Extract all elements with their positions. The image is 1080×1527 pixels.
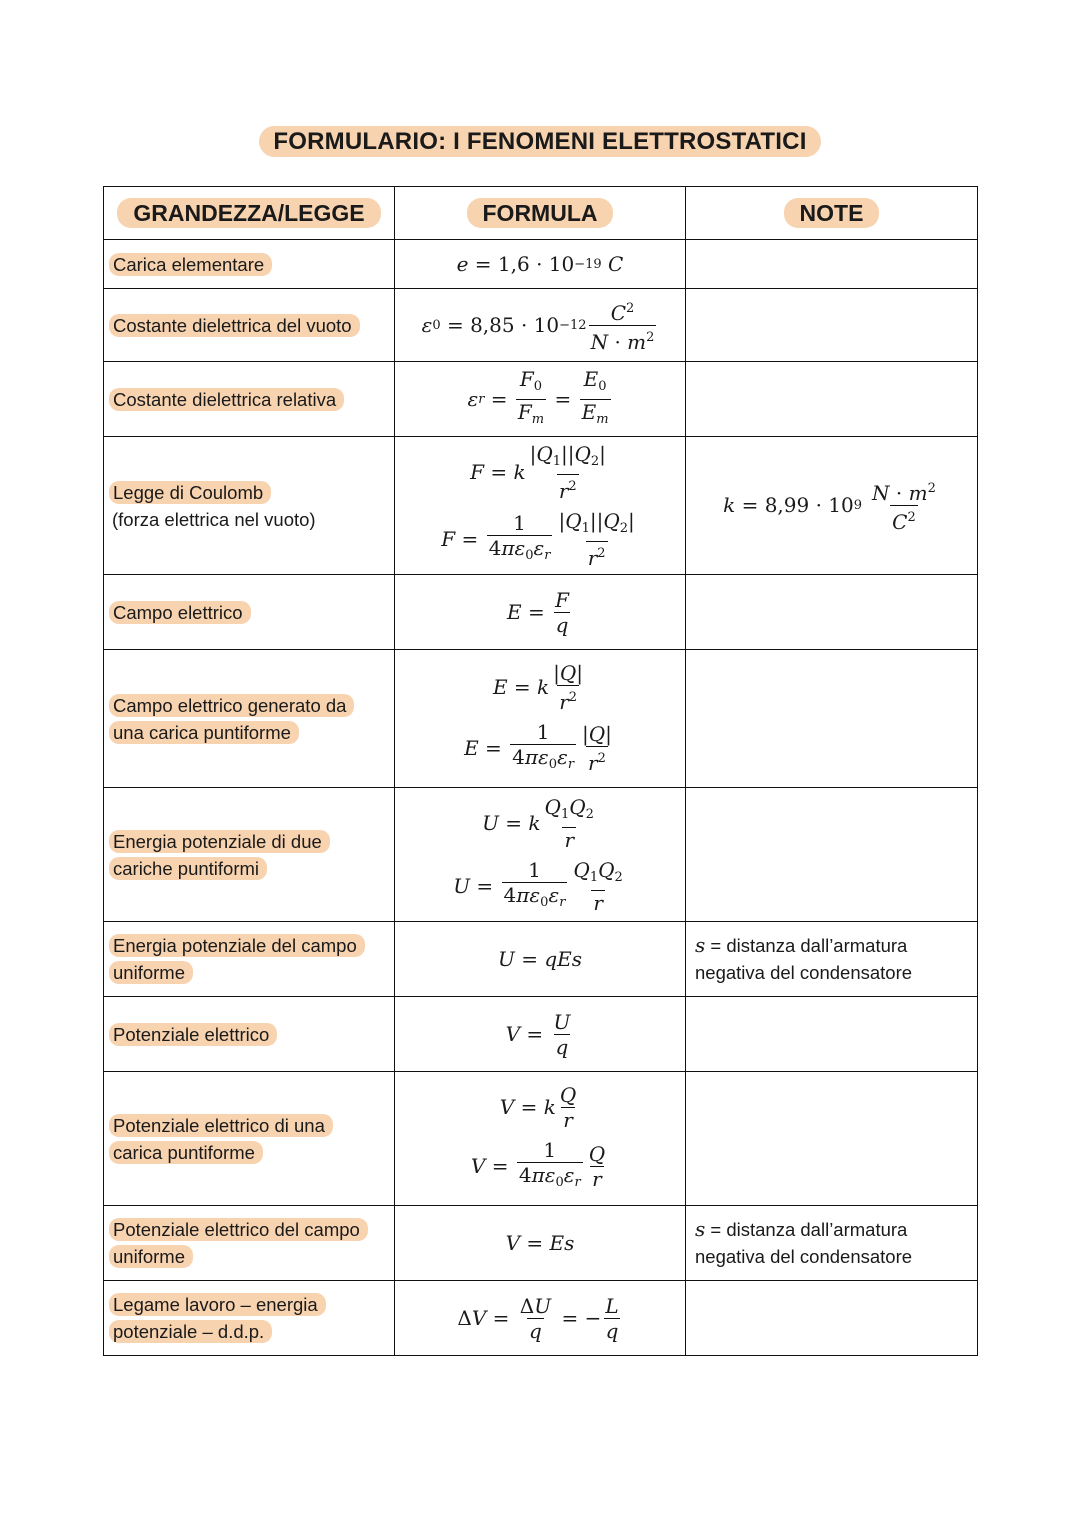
formula-cell	[395, 1072, 686, 1206]
table-row	[104, 1072, 978, 1206]
row-label	[104, 1072, 395, 1206]
formula-cell	[395, 362, 686, 437]
table-row	[104, 289, 978, 362]
row-label	[104, 437, 395, 575]
formula: E = k $\frac{|Q|}{r^2}$	[492, 660, 584, 714]
header-formula-label: FORMULA	[467, 198, 614, 228]
formula-cell	[395, 240, 686, 289]
row-label	[104, 240, 395, 289]
label-text-line2: uniforme	[109, 1245, 193, 1268]
row-label	[104, 289, 395, 362]
formula-cell	[395, 575, 686, 650]
label-text-line2: (forza elettrica nel vuoto)	[112, 508, 316, 530]
label-text: Legame lavoro – energia	[109, 1293, 326, 1316]
note-text: = distanza dall’armatura	[710, 935, 908, 956]
header-quantity	[104, 187, 395, 240]
header-formula	[395, 187, 686, 240]
note-cell	[686, 922, 978, 997]
label-text: Legge di Coulomb	[109, 481, 271, 504]
formula-cell	[395, 788, 686, 922]
note-text: = distanza dall’armatura	[710, 1219, 908, 1240]
formula: U = qEs	[497, 947, 582, 971]
formula: F = k $\frac{|Q_1||Q_2|}{r^2}$	[470, 441, 606, 503]
label-text: Potenziale elettrico di una	[109, 1114, 333, 1137]
table-row	[104, 997, 978, 1072]
row-label	[104, 922, 395, 997]
formula: ε r = $\frac{F_0}{F_m}$ = $\frac{E_0}{E_m}$	[467, 367, 612, 432]
note-cell	[686, 650, 978, 788]
note-symbol: s	[695, 1217, 706, 1241]
formula-cell	[395, 437, 686, 575]
note-cell	[686, 362, 978, 437]
note-text-line2: negativa del condensatore	[695, 962, 913, 983]
table-row	[104, 362, 978, 437]
formula: e = 1,6 · 10 −19 C	[456, 252, 624, 276]
note-cell	[686, 575, 978, 650]
label-text-line2: carica puntiforme	[109, 1141, 263, 1164]
formula: V = $\frac{1}{4\pi\varepsilon_0\varepsilon_r}$ $\frac{Q}{r}$	[471, 1138, 609, 1195]
formula: F = $\frac{1}{4\pi\varepsilon_0\varepsilon_r}$ $\frac{|Q_1||Q_2|}{r^2}$	[441, 508, 635, 570]
note-cell	[686, 1072, 978, 1206]
row-label	[104, 997, 395, 1072]
formula-cell	[395, 997, 686, 1072]
note-cell	[686, 289, 978, 362]
note-cell	[686, 997, 978, 1072]
note-cell	[686, 1281, 978, 1356]
row-label	[104, 362, 395, 437]
formula: Δ V = $\frac{\Delta U}{q}$ = − $\frac{L}{q}$	[457, 1293, 619, 1343]
note-cell	[686, 437, 978, 575]
note-formula: k = 8,99 · 10 9 $\frac{N \cdot m^2}{C^2}$	[723, 481, 936, 534]
formula: E = $\frac{1}{4\pi\varepsilon_0\varepsilon_r}$ $\frac{|Q|}{r^2}$	[464, 719, 612, 775]
row-label	[104, 1206, 395, 1281]
formula-table	[103, 186, 978, 1356]
row-label	[104, 650, 395, 788]
table-row	[104, 1281, 978, 1356]
table-row	[104, 788, 978, 922]
formula-cell	[395, 1206, 686, 1281]
label-text: Costante dielettrica relativa	[109, 388, 344, 411]
table-row	[104, 575, 978, 650]
formula-cell	[395, 1281, 686, 1356]
label-text: Campo elettrico generato da	[109, 694, 354, 717]
row-label	[104, 788, 395, 922]
formula: V = k $\frac{Q}{r}$	[499, 1082, 577, 1132]
formula: ε 0 = 8,85 · 10 −12 $\frac{C^2}{N \cdot m^2}$	[421, 300, 655, 354]
table-header-row	[104, 187, 978, 240]
label-text-line2: uniforme	[109, 961, 193, 984]
note-cell	[686, 788, 978, 922]
row-label	[104, 1281, 395, 1356]
table-row	[104, 1206, 978, 1281]
label-text: Carica elementare	[109, 253, 272, 276]
header-quantity-label: GRANDEZZA/LEGGE	[117, 198, 380, 228]
formula: U = $\frac{1}{4\pi\varepsilon_0\varepsilon_r}$ $\frac{Q_1Q_2}{r}$	[453, 857, 623, 915]
label-text: Potenziale elettrico del campo	[109, 1218, 368, 1241]
formula-cell	[395, 922, 686, 997]
label-text: Energia potenziale di due	[109, 830, 330, 853]
note-symbol: s	[695, 933, 706, 957]
note-cell	[686, 240, 978, 289]
table-row	[104, 650, 978, 788]
header-notes	[686, 187, 978, 240]
formula-cell	[395, 289, 686, 362]
formula-cell	[395, 650, 686, 788]
table-row	[104, 240, 978, 289]
formula: V = Es	[505, 1231, 575, 1255]
label-text: Energia potenziale del campo	[109, 934, 365, 957]
formula: U = k $\frac{Q_1Q_2}{r}$	[482, 794, 594, 852]
label-text: Campo elettrico	[109, 601, 251, 624]
label-text: Costante dielettrica del vuoto	[109, 314, 360, 337]
label-text: Potenziale elettrico	[109, 1023, 277, 1046]
formula: V = $\frac{U}{q}$	[505, 1009, 571, 1059]
note-cell	[686, 1206, 978, 1281]
table-row	[104, 922, 978, 997]
table-row	[104, 437, 978, 575]
label-text-line2: una carica puntiforme	[109, 721, 299, 744]
label-text-line2: cariche puntiformi	[109, 857, 267, 880]
label-text-line2: potenziale – d.d.p.	[109, 1320, 272, 1343]
page-title: FORMULARIO: I FENOMENI ELETTROSTATICI	[259, 126, 820, 157]
note-text-line2: negativa del condensatore	[695, 1246, 913, 1267]
formula: E = $\frac{F}{q}$	[507, 587, 569, 637]
header-notes-label: NOTE	[784, 198, 880, 228]
row-label	[104, 575, 395, 650]
title-wrapper	[0, 128, 1080, 156]
